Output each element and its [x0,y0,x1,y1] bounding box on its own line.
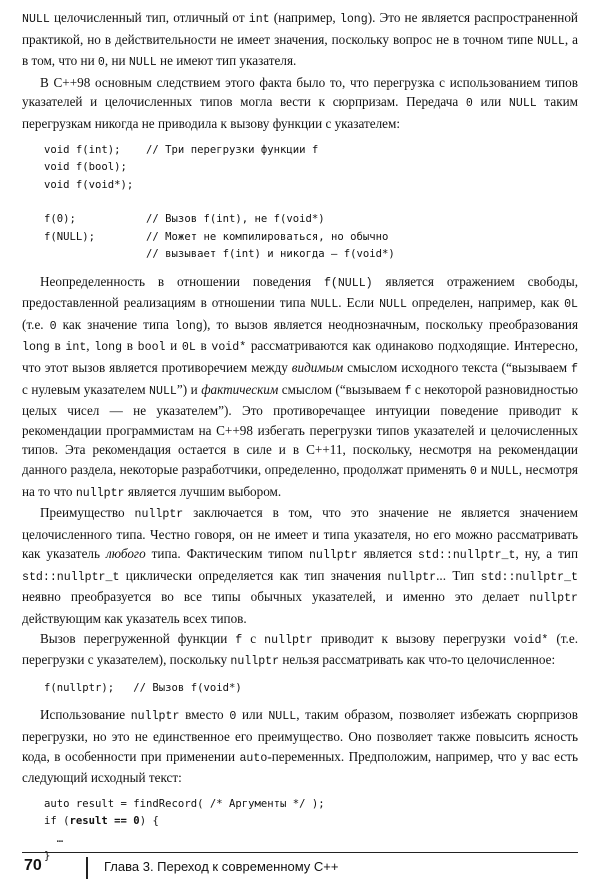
code-line: f(nullptr); // Вызов f(void*) [44,681,242,694]
code-line: } [44,850,51,863]
code-line: void f(void*); [44,178,134,191]
italic-text: видимым [291,359,344,375]
paragraph-6 [22,705,578,787]
footer-divider [86,857,88,879]
code-line: … [44,832,64,845]
text-run: неявно преобразуется во все типы обычных указателей, и именно это делает [22,589,530,605]
text-run: Использование [40,707,131,723]
text-run: с некоторой разновидностью целых чисел — не указателем”). Это противоречащее интуиции поведение приводит к рекомендации программистам на C++98 избегать перегрузки типов указателей и целочисленных типов. Эта рекомендация остается в силе и в C++11, поскольку, несмотря на рекомендации данного раздела, некоторые разработчики, определенно, продолжат применять [22,381,578,477]
inline-code: 0 [465,97,473,111]
text-run: вместо [179,707,230,723]
text-run: (т.е. перегрузки с указателем), поскольку [22,630,579,668]
inline-code: nullptr [387,570,437,584]
inline-code: NULL [310,298,339,312]
text-run: определен, например, как [406,295,565,311]
paragraph-1 [22,8,578,73]
inline-code: auto [239,751,268,765]
inline-code: std::nullptr_t [22,570,120,584]
text-run: действующим как указатель всех типов. [22,611,247,627]
page-footer [22,852,578,883]
text-run: ... Тип [436,567,481,583]
text-run: приводит к вызову перегрузки [312,630,514,646]
text-run: Вызов перегруженной функции [40,630,236,646]
inline-code: nullptr [230,655,280,669]
inline-code: nullptr [75,486,125,500]
text-run: , а в том, что ни [22,31,578,69]
inline-code: 0 [97,56,105,70]
italic-text: любого [106,546,146,562]
inline-code: bool [137,341,166,355]
inline-code: NULL [537,34,565,48]
inline-code: nullptr [134,508,184,522]
inline-code: long [94,341,123,355]
inline-code: long [339,13,368,26]
text-run: с [242,630,265,646]
code-line: auto result = findRecord( /* Аргументы */ ); [44,797,325,810]
text-run: . Если [338,295,380,311]
inline-code: 0 [469,464,477,478]
text-run: как значение типа [56,316,175,332]
code-block-overloads [44,142,578,264]
inline-code: NULL [379,298,407,312]
text-run: смыслом исходного текста (“вызываем [343,359,572,375]
inline-code: f [571,362,578,376]
inline-code: nullptr [130,710,180,724]
paragraph-4 [22,503,578,629]
inline-code: 0L [564,298,578,312]
inline-code: nullptr [308,549,358,563]
inline-code: f [235,633,243,647]
inline-code: 0L [181,341,196,355]
inline-code: NULL [268,710,297,724]
code-block-nullptr-call [44,680,578,698]
text-run: нельзя рассматривать как что-то целочисленное: [279,652,556,668]
inline-code: void* [513,633,549,647]
page-number: 70 [24,857,42,874]
text-run: ). Это не является распространенной практикой, но в действительности не имеет значения, поскольку вопрос не в точном типе [22,10,578,47]
text-run: в [195,338,212,354]
text-run: целочисленный тип, отличный от [49,10,249,25]
text-run: или [472,94,509,110]
inline-code: 0 [229,710,237,724]
text-run: с нулевым указателем [22,381,150,397]
inline-code: long [174,319,203,333]
text-run: Неопределенность в отношении поведения [40,273,324,289]
inline-code: NULL [490,464,519,478]
text-run: в [49,338,66,354]
inline-code: f [404,384,412,398]
inline-code: std::nullptr_t [418,549,516,563]
inline-code: NULL [149,384,177,398]
text-run: , таким образом, позволяет избежать сюрпризов перегрузки, но это не единственное его преимущество. Оно позволяет также повысить ясность кода, в особенности при применении [22,707,578,764]
text-run: , ну, а тип [515,546,579,562]
text-run: , ни [104,53,129,69]
text-run: ), то вызов является неоднозначным, поскольку преобразования [202,316,579,332]
paragraph-5 [22,629,578,672]
text-run: циклически определяется как тип значения [119,567,388,583]
italic-text: фактическим [201,381,279,397]
text-run: (т.е. [22,316,50,332]
text-run: заключается в том, что это значение не является значением целочисленного типа. Честно говоря, он не имеет и типа указателя, но его можно рассматривать как указатель [22,505,578,562]
text-run: ”) и [176,381,202,397]
inline-code: int [65,341,87,355]
inline-code: f(NULL) [323,276,373,290]
code-line: void f(int); // Три перегрузки функции f [44,143,319,156]
text-run: -переменных. Предположим, например, что у вас есть следующий исходный текст: [22,748,578,786]
text-run: является лучшим выбором. [124,483,282,499]
inline-code: std::nullptr_t [480,570,579,584]
code-line: // вызывает f(int) и никогда — f(void*) [44,248,395,261]
text-run: типа. Фактическим типом [145,546,309,562]
code-line: f(NULL); // Может не компилироваться, но обычно [44,230,389,243]
code-line: if (result == 0) { [44,815,159,828]
text-run: (например, [269,10,340,25]
inline-code: NULL [22,13,50,26]
page-body [22,8,578,874]
text-run: , несмотря на то что [22,461,578,499]
text-run: является [357,546,419,562]
text-run: и [165,338,182,354]
text-run: рассматриваются как одинаково подходящие. Интересно, что этот вызов является противоречием между [22,338,579,375]
inline-code: int [248,13,270,26]
text-run: таким перегрузкам никогда не приводила к вызову функции с указателем: [22,94,578,131]
text-run: смыслом (“вызываем [278,381,405,397]
chapter-title: Глава 3. Переход к современному C++ [104,859,339,874]
text-run: в [122,338,138,354]
text-run: является отражением свободы, предоставленной реализациям в отношении типа [22,273,578,311]
text-run: или [236,707,269,723]
paragraph-3 [22,272,578,504]
bold-condition: result == 0 [69,815,140,828]
text-run: и [476,461,491,477]
inline-code: NULL [128,56,157,70]
inline-code: void* [211,341,247,355]
inline-code: nullptr [264,633,313,647]
code-line: void f(bool); [44,161,127,174]
code-line: f(0); // Вызов f(int), не f(void*) [44,213,325,226]
paragraph-2 [22,73,578,134]
inline-code: 0 [49,319,57,333]
text-run: В C++98 основным следствием этого факта было то, что перегрузка с использованием типов указателей и целочисленных типов могла вести к сюрпризам. Передача [22,74,578,110]
text-run: Преимущество [40,505,135,521]
text-run: не имеют тип указателя. [156,53,297,69]
inline-code: nullptr [529,592,578,606]
text-run: , [86,338,95,354]
inline-code: NULL [508,97,537,111]
inline-code: long [22,341,50,355]
